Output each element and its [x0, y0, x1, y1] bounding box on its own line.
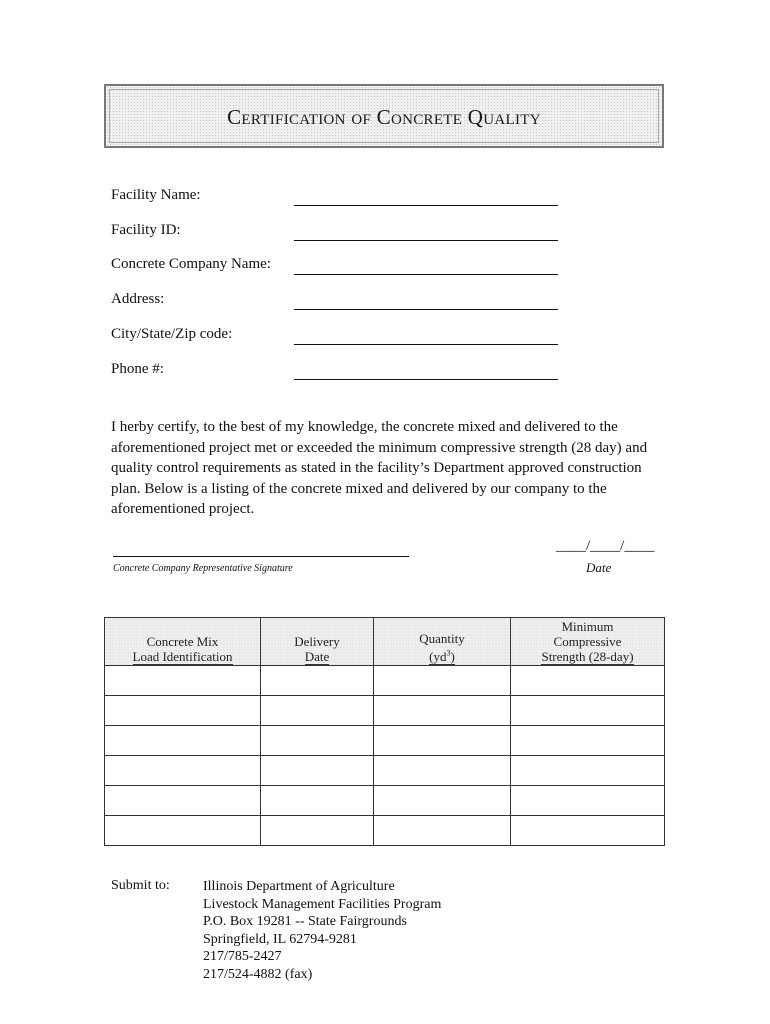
- phone-field: [111, 361, 561, 381]
- table-cell[interactable]: [261, 666, 374, 696]
- table-cell[interactable]: [511, 816, 665, 846]
- table-row: [105, 666, 665, 696]
- table-cell[interactable]: [105, 666, 261, 696]
- table-cell[interactable]: [261, 816, 374, 846]
- concrete-delivery-table: [104, 617, 665, 846]
- table-cell[interactable]: [374, 666, 511, 696]
- address-line[interactable]: [294, 309, 558, 310]
- city-state-zip-label: City/State/Zip code:: [111, 326, 233, 342]
- concrete-company-name-label: Concrete Company Name:: [111, 256, 271, 272]
- signature-label: Concrete Company Representative Signature: [113, 563, 293, 574]
- concrete-company-name-line[interactable]: [294, 274, 558, 275]
- header-delivery-date: Delivery Date: [261, 618, 374, 666]
- table-cell[interactable]: [105, 786, 261, 816]
- title-banner: [104, 84, 664, 148]
- table-cell[interactable]: [261, 696, 374, 726]
- phone-label: Phone #:: [111, 361, 164, 377]
- facility-id-line[interactable]: [294, 240, 558, 241]
- table-cell[interactable]: [511, 786, 665, 816]
- table-cell[interactable]: [511, 726, 665, 756]
- address-label: Address:: [111, 291, 165, 307]
- table-cell[interactable]: [261, 726, 374, 756]
- table-row: [105, 696, 665, 726]
- header-minimum-strength: Minimum Compressive Strength (28-day): [511, 618, 665, 666]
- table-cell[interactable]: [511, 756, 665, 786]
- table-cell[interactable]: [105, 756, 261, 786]
- table-cell[interactable]: [374, 756, 511, 786]
- table-cell[interactable]: [511, 696, 665, 726]
- facility-name-line[interactable]: [294, 205, 558, 206]
- submit-address-block: [203, 878, 441, 983]
- date-label: Date: [586, 560, 612, 575]
- certification-paragraph: I herby certify, to the best of my knowledge, the concrete mixed and delivered to the aforementioned project met or exceeded the minimum compressive strength (28 day) and quality control requirements as stated in the facility’s Department approved construction plan. Below is a listing of the concrete mixed and delivered by our company to the aforementioned project.: [111, 419, 648, 517]
- table-cell[interactable]: [374, 786, 511, 816]
- city-state-zip-field: [111, 326, 561, 346]
- table-cell[interactable]: [105, 816, 261, 846]
- address-field: [111, 291, 561, 311]
- table-row: [105, 726, 665, 756]
- submit-to-label: Submit to:: [111, 878, 170, 893]
- header-concrete-mix: Concrete Mix Load Identification: [105, 618, 261, 666]
- facility-id-field: [111, 222, 561, 242]
- header-quantity: Quantity $(yd^3)$: [374, 618, 511, 666]
- table-row: [105, 816, 665, 846]
- address-line-2: Livestock Management Facilities Program: [203, 896, 442, 912]
- table-cell[interactable]: [374, 696, 511, 726]
- table-cell[interactable]: [374, 726, 511, 756]
- table-row: [105, 786, 665, 816]
- address-line-3: P.O. Box 19281 -- State Fairgrounds: [203, 914, 407, 929]
- table-cell[interactable]: [511, 666, 665, 696]
- table-cell[interactable]: [105, 696, 261, 726]
- address-line-4: Springfield, IL 62794-9281: [203, 931, 357, 947]
- phone-line[interactable]: [294, 379, 558, 380]
- table-header-row: [105, 618, 665, 666]
- table-cell[interactable]: [374, 816, 511, 846]
- table-row: [105, 756, 665, 786]
- address-fax: 217/524-4882 (fax): [203, 966, 313, 982]
- facility-id-label: Facility ID:: [111, 222, 181, 238]
- facility-name-field: [111, 187, 561, 207]
- concrete-company-name-field: [111, 256, 561, 276]
- date-line[interactable]: ____/____/____: [556, 538, 655, 554]
- document-title: Certification of Concrete Quality: [227, 105, 541, 129]
- city-state-zip-line[interactable]: [294, 344, 558, 345]
- signature-line[interactable]: [113, 556, 409, 557]
- address-phone: 217/785-2427: [203, 949, 282, 964]
- address-line-1: Illinois Department of Agriculture: [203, 879, 395, 894]
- table-cell[interactable]: [105, 726, 261, 756]
- facility-name-label: Facility Name:: [111, 187, 201, 203]
- table-cell[interactable]: [261, 756, 374, 786]
- table-cell[interactable]: [261, 786, 374, 816]
